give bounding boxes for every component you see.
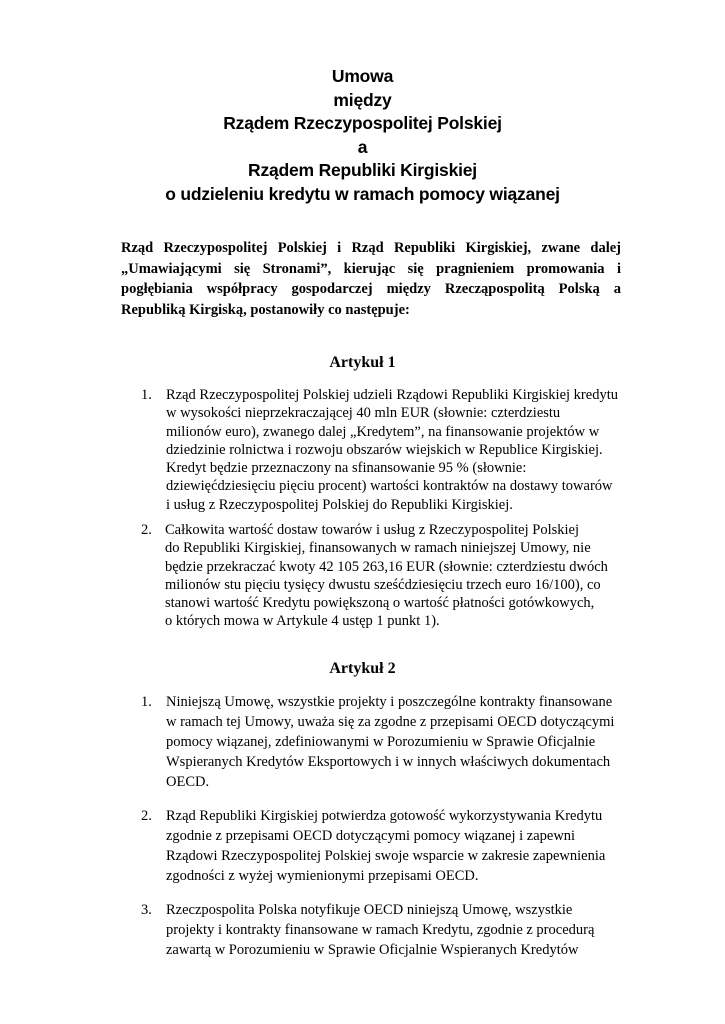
item-line: Kredyt będzie przeznaczony na sfinansowanie 95 % (słownie: [166, 460, 527, 477]
item-text [141, 806, 621, 886]
agreement-title [0, 65, 725, 206]
item-line: w wysokości nieprzekraczającej 40 mln EUR (słownie: czterdziestu [166, 405, 561, 422]
item-line: stanowi wartość Kredytu powiększoną o wartość płatności gotówkowych, [165, 595, 595, 612]
item-line: Wspieranych Kredytów Eksportowych i w innych właściwych dokumentach [166, 754, 611, 770]
item-text [141, 692, 621, 792]
item-line: dziedzinie rolnictwa i rozwoju obszarów wiejskich w Republice Kirgiskiej. [166, 441, 603, 458]
item-number: 2. [141, 522, 152, 538]
item-line: będzie przekraczać kwoty 42 105 263,16 EUR (słownie: czterdziestu dwóch [165, 558, 608, 575]
item-line: milionów stu pięciu tysięcy dwustu sześćdziesięciu trzech euro 16/100), co [165, 576, 601, 593]
item-line: zgodnie z przepisami OECD dotyczącymi pomocy wiązanej i zapewni [166, 828, 576, 844]
article-2-item-2 [141, 806, 621, 886]
item-line: Rządowi Rzeczypospolitej Polskiej swoje wsparcie w zakresie zapewnienia [166, 848, 606, 864]
article-2-item-3 [141, 900, 621, 960]
item-line: milionów euro), zwanego dalej „Kredytem”, na finansowanie projektów w [166, 423, 600, 440]
item-number: 3. [141, 902, 152, 918]
item-line: o których mowa w Artykule 4 ustęp 1 punkt 1). [165, 613, 440, 630]
item-text [141, 386, 621, 514]
item-line: OECD. [166, 774, 210, 790]
item-line: pomocy wiązanej, zdefiniowanymi w Porozumieniu w Sprawie Oficjalnie [166, 734, 596, 750]
article-1-item-1 [141, 386, 621, 514]
item-line: Rząd Republiki Kirgiskiej potwierdza gotowość wykorzystywania Kredytu [166, 808, 603, 824]
item-line: w ramach tej Umowy, uważa się za zgodne z przepisami OECD dotyczącymi [166, 714, 615, 730]
item-line: Całkowita wartość dostaw towarów i usług z Rzeczypospolitej Polskiej [165, 522, 579, 538]
item-line: Niniejszą Umowę, wszystkie projekty i poszczególne kontrakty finansowane [166, 694, 613, 710]
title-line: Rządem Republiki Kirgiskiej [248, 160, 477, 180]
item-text [141, 521, 621, 631]
item-line: dziewięćdziesięciu pięciu procent) wartości kontraktów na dostawy towarów [166, 478, 613, 495]
article-1-item-2 [141, 521, 621, 631]
item-number: 2. [141, 808, 152, 824]
item-text [141, 900, 621, 960]
title-line: między [333, 89, 392, 110]
title-line: Rządem Rzeczypospolitej Polskiej [223, 113, 502, 133]
article-2-heading: Artykuł 2 [329, 660, 396, 677]
item-line: projekty i kontrakty finansowane w ramach Kredytu, zgodnie z procedurą [166, 922, 595, 938]
item-line: do Republiki Kirgiskiej, finansowanych w ramach niniejszej Umowy, nie [165, 540, 591, 557]
title-line: a [357, 136, 368, 157]
item-number: 1. [141, 387, 152, 403]
item-line: zgodności z wyżej wymienionymi przepisami OECD. [166, 868, 479, 884]
article-2-item-1 [141, 692, 621, 792]
article-1-heading: Artykuł 1 [329, 354, 396, 371]
item-line: zawartą w Porozumieniu w Sprawie Oficjalnie Wspieranych Kredytów [166, 942, 579, 958]
title-line: Umowa [331, 66, 394, 86]
item-line: i usług z Rzeczypospolitej Polskiej do Republiki Kirgiskiej. [166, 496, 513, 513]
preamble-paragraph: Rząd Rzeczypospolitej Polskiej i Rząd Republiki Kirgiskiej, zwane dalej „Umawiającymi się Stronami”, kierując się pragnieniem promowania i pogłębiania współpracy gospodarczej między Rzecząpospolitą Polską a Republiką Kirgiską, postanowiły co następuje: [121, 240, 621, 318]
item-line: Rząd Rzeczypospolitej Polskiej udzieli Rządowi Republiki Kirgiskiej kredytu [166, 387, 618, 403]
item-line: Rzeczpospolita Polska notyfikuje OECD niniejszą Umowę, wszystkie [166, 902, 573, 918]
item-number: 1. [141, 694, 152, 710]
title-line: o udzieleniu kredytu w ramach pomocy wiązanej [165, 183, 560, 204]
